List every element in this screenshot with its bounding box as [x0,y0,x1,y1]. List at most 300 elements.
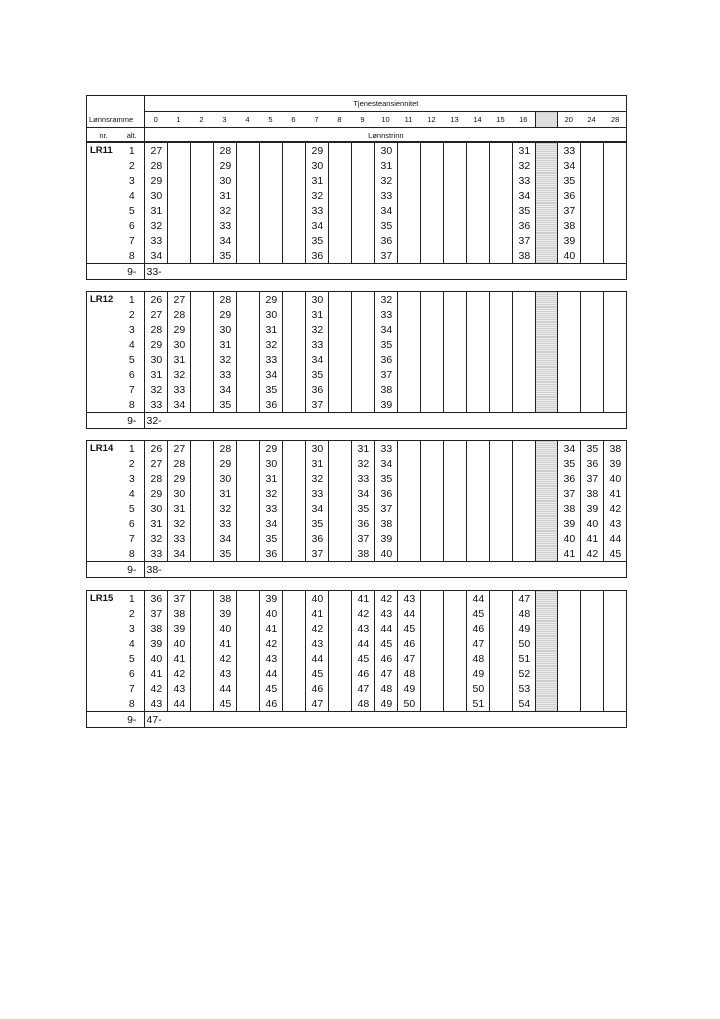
lonnstrinn-cell [397,218,420,233]
lonnstrinn-cell [282,352,305,367]
lonnstrinn-cell [167,203,190,218]
table-row [87,188,627,203]
lonnstrinn-cell [535,456,557,471]
lonnstrinn-cell: 34 [305,218,328,233]
lonnstrinn-cell [397,337,420,352]
lonnstrinn-cell [397,248,420,264]
lonnstrinn-cell [259,143,282,158]
lonnstrinn-cell [466,501,489,516]
lonnstrinn-cell [282,218,305,233]
lonnstrinn-cell [489,696,512,712]
lonnstrinn-cell: 39 [167,621,190,636]
lonnstrinn-cell: 43 [374,606,397,621]
lonnstrinn-cell: 43 [213,666,236,681]
lonnstrinn-cell [190,397,213,413]
lonnstrinn-cell: 43 [167,681,190,696]
alternative-number: 1 [120,143,144,158]
lonnstrinn-cell [489,307,512,322]
lonnstrinn-cell [557,322,580,337]
lonnstrinn-cell [535,322,557,337]
lonnstrinn-cell [190,292,213,307]
lonnstrinn-cell: 33 [259,352,282,367]
lonnstrinn-cell: 43 [397,591,420,606]
lonnstrinn-cell [466,143,489,158]
lonnstrinn-cell [282,158,305,173]
lonnstrinn-cell [420,591,443,606]
lonnstrinn-cell: 48 [397,666,420,681]
column-header-4: 4 [245,115,250,124]
alternative-number: 2 [120,606,144,621]
lonnstrinn-cell [443,158,466,173]
lonnstrinn-cell [236,456,259,471]
lonnstrinn-cell [190,531,213,546]
lonnstrinn-cell [535,636,557,651]
lonnstrinn-cell [282,322,305,337]
lonnstrinn-cell [190,337,213,352]
lonnstrinn-cell [603,666,627,681]
table-row [87,173,627,188]
lonnstrinn-cell: 33 [259,501,282,516]
lonnstrinn-cell [236,636,259,651]
lonnstrinn-cell: 50 [397,696,420,712]
lonnstrinn-cell [489,367,512,382]
lonnstrinn-cell [557,591,580,606]
lonnstrinn-cell [236,188,259,203]
lonnstrinn-cell: 31 [305,456,328,471]
lonnstrinn-cell [580,322,603,337]
lonnstrinn-cell [443,636,466,651]
lonnstrinn-cell: 40 [167,636,190,651]
lonnstrinn-cell: 33 [167,382,190,397]
lonnstrinn-cell [190,441,213,456]
lonnstrinn-cell [535,546,557,562]
alternative-number: 9- [120,264,144,280]
column-header-0: 0 [153,115,158,124]
lonnstrinn-cell [535,173,557,188]
lonnstrinn-cell [443,531,466,546]
group-table [87,591,627,727]
lonnstrinn-cell [420,322,443,337]
lonnstrinn-cell: 41 [557,546,580,562]
alternative-number: 8 [120,546,144,562]
lonnsramme-label: Lønnsramme [87,112,144,128]
lonnstrinn-cell [512,456,535,471]
lonnstrinn-cell [420,143,443,158]
lonnstrinn-cell: 34 [150,249,163,262]
lonnstrinn-cell: 38 [374,382,397,397]
column-header-shaded [535,112,557,128]
lonnstrinn-cell: 46 [397,636,420,651]
lonnstrinn-cell [190,188,213,203]
lonnstrinn-cell [535,352,557,367]
lonnstrinn-cell [489,292,512,307]
lonnstrinn-cell [282,501,305,516]
lonnstrinn-cell [420,681,443,696]
lonnstrinn-cell: 30 [305,158,328,173]
lonnstrinn-cell [489,158,512,173]
lonnstrinn-cell [190,382,213,397]
lonnstrinn-cell [443,666,466,681]
lonnstrinn-cell: 31 [259,471,282,486]
lonnstrinn-cell: 36 [305,531,328,546]
lonnstrinn-cell [443,218,466,233]
lonnstrinn-cell: 39 [150,637,163,650]
lonnstrinn-cell [282,546,305,562]
lonnstrinn-cell: 38 [603,441,627,456]
lonnstrinn-cell: 48 [374,681,397,696]
lonnstrinn-cell [259,173,282,188]
lonnstrinn-cell [512,337,535,352]
lonnstrinn-cell: 35 [305,516,328,531]
lonnstrinn-cell [236,337,259,352]
lonnstrinn-cell [397,307,420,322]
lonnstrinn-cell: 29 [213,158,236,173]
lonnstrinn-cell: 35 [213,248,236,264]
lonnstrinn-cell [190,681,213,696]
lonnstrinn-cell [443,248,466,264]
lonnstrinn-cell [397,292,420,307]
lonnstrinn-cell: 29 [150,174,163,187]
lonnstrinn-cell: 36 [557,188,580,203]
lonnstrinn-cell [420,248,443,264]
lonnstrinn-cell: 31 [167,501,190,516]
lonnstrinn-cell [443,546,466,562]
lonnstrinn-cell [190,621,213,636]
lonnstrinn-cell: 43 [259,651,282,666]
salary-group-lr14 [86,440,627,578]
lonnstrinn-cell [420,546,443,562]
lonnstrinn-cell: 48 [351,696,374,712]
lonnstrinn-cell [282,591,305,606]
lonnstrinn-cell [190,203,213,218]
lonnstrinn-cell: 46 [466,621,489,636]
lonnstrinn-cell [466,203,489,218]
lonnstrinn-cell [535,681,557,696]
lonnstrinn-cell [328,696,351,712]
lonnstrinn-cell: 40 [213,621,236,636]
lonnstrinn-cell [443,352,466,367]
lonnstrinn-cell: 41 [213,636,236,651]
lonnstrinn-cell [351,218,374,233]
lonnstrinn-cell: 31 [213,188,236,203]
lonnstrinn-cell [236,248,259,264]
lonnstrinn-cell: 41 [580,531,603,546]
lonnstrinn-cell: 30 [213,471,236,486]
lonnstrinn-cell: 46 [305,681,328,696]
lonnstrinn-cell [236,367,259,382]
table-row [87,591,627,606]
lonnstrinn-cell [443,307,466,322]
lonnstrinn-cell [489,441,512,456]
lonnstrinn-cell: 32 [374,173,397,188]
lonnstrinn-cell [351,292,374,307]
lonnstrinn-cell [328,471,351,486]
lonnstrinn-cell [443,591,466,606]
lonnstrinn-cell [443,516,466,531]
lonnstrinn-cell [236,218,259,233]
lonnstrinn-cell: 33 [374,441,397,456]
lonnstrinn-cell [512,322,535,337]
lonnstrinn-cell: 38 [351,546,374,562]
lonnstrinn-cell [489,233,512,248]
lonnstrinn-cell [535,367,557,382]
lonnstrinn-cell [420,337,443,352]
lonnstrinn-cell [603,203,627,218]
lonnstrinn-cell [420,696,443,712]
lonnstrinn-cell: 31 [150,368,163,381]
lonnstrinn-cell: 35 [557,173,580,188]
lonnstrinn-cell: 28 [213,441,236,456]
lonnstrinn-cell: 43 [305,636,328,651]
lonnstrinn-cell: 49 [397,681,420,696]
lonnstrinn-cell [489,621,512,636]
lonnstrinn-cell [282,471,305,486]
lonnstrinn-cell: 28 [213,143,236,158]
table-row [87,218,627,233]
lonnstrinn-cell: 36 [259,397,282,413]
alternative-number: 6 [120,666,144,681]
lonnstrinn-cell [328,591,351,606]
lonnstrinn-cell: 35 [512,203,535,218]
lonnstrinn-cell [420,233,443,248]
lonnstrinn-cell: 40 [603,471,627,486]
lonnstrinn-cell [603,636,627,651]
lonnstrinn-cell [167,233,190,248]
lonnstrinn-cell [190,501,213,516]
lonnstrinn-cell: 47 [351,681,374,696]
lonnstrinn-cell: 34 [374,203,397,218]
lonnstrinn-cell [489,322,512,337]
column-header-15: 15 [496,115,505,124]
lonnstrinn-cell [557,621,580,636]
lonnstrinn-cell: 32 [150,383,163,396]
lonnstrinn-cell [190,307,213,322]
lonnstrinn-cell [420,158,443,173]
lonnstrinn-cell: 30 [213,322,236,337]
lonnstrinn-cell: 44 [259,666,282,681]
lonnstrinn-cell [557,696,580,712]
lonnstrinn-cell: 30 [150,189,163,202]
lonnstrinn-cell [190,636,213,651]
lonnstrinn-cell [328,486,351,501]
lonnstrinn-cell: 42 [351,606,374,621]
lonnstrinn-cell [443,292,466,307]
lonnstrinn-cell: 34 [213,531,236,546]
lonnstrinn-cell: 36 [374,486,397,501]
table-row-last [87,413,627,429]
lonnstrinn-cell [236,516,259,531]
alternative-number: 9- [120,413,144,429]
lonnstrinn-cell [535,441,557,456]
lonnstrinn-cell: 37 [351,531,374,546]
lonnstrinn-cell [351,188,374,203]
lonnstrinn-cell: 50 [512,636,535,651]
lonnstrinn-cell: 35 [305,367,328,382]
lonnstrinn-cell [351,203,374,218]
lonnstrinn-cell: 39 [603,456,627,471]
lonnstrinn-cell: 41 [150,667,163,680]
salary-group-lr15 [86,590,627,728]
lonnstrinn-cell [603,337,627,352]
lonnstrinn-cell: 40 [305,591,328,606]
lonnstrinn-cell [190,591,213,606]
lonnstrinn-cell [535,307,557,322]
lonnstrinn-cell: 33 [305,337,328,352]
column-header-11: 11 [404,115,413,124]
lonnstrinn-cell [351,233,374,248]
lonnstrinn-cell: 27 [167,441,190,456]
lonnstrinn-cell [282,456,305,471]
lonnstrinn-cell: 33 [213,367,236,382]
lonnstrinn-cell [328,666,351,681]
lonnstrinn-cell [351,382,374,397]
lonnstrinn-cell [259,188,282,203]
lonnstrinn-cell: 47 [397,651,420,666]
lonnstrinn-cell [236,591,259,606]
lonnstrinn-cell [420,666,443,681]
lonnstrinn-cell: 36 [374,233,397,248]
lonnstrinn-cell [282,621,305,636]
lonnstrinn-cell: 44 [397,606,420,621]
lonnstrinn-cell: 36 [512,218,535,233]
lonnstrinn-cell [420,292,443,307]
lonnstrinn-cell: 33 [557,143,580,158]
lonnstrinn-cell [535,143,557,158]
lonnstrinn-cell [420,188,443,203]
lonnstrinn-cell [328,501,351,516]
lonnstrinn-cell [466,233,489,248]
lonnstrinn-cell [535,218,557,233]
lonnstrinn-cell: 37 [557,486,580,501]
lonnstrinn-cell [190,248,213,264]
lonnstrinn-cell: 37 [374,367,397,382]
lonnstrinn-cell [603,292,627,307]
lonnstrinn-cell [328,233,351,248]
lonnstrinn-cell: 49 [512,621,535,636]
table-row-last [87,264,627,280]
lonnstrinn-cell: 35 [213,546,236,562]
alternative-number: 8 [120,248,144,264]
alternative-number: 5 [120,651,144,666]
lonnstrinn-cell [420,203,443,218]
lonnstrinn-cell: 40 [150,652,163,665]
lonnstrinn-cell: 31 [167,352,190,367]
lonnstrinn-cell [190,322,213,337]
lonnstrinn-cell [190,486,213,501]
lonnstrinn-cell [190,218,213,233]
table-row [87,248,627,264]
lonnstrinn-cell [351,158,374,173]
lonnstrinn-cell: 30 [305,441,328,456]
column-header-9: 9 [360,115,365,124]
lonnstrinn-cell [512,382,535,397]
lonnstrinn-cell: 41 [259,621,282,636]
lonnstrinn-cell [190,456,213,471]
lonnstrinn-cell: 54 [512,696,535,712]
lonnstrinn-cell: 36 [557,471,580,486]
lonnstrinn-cell [328,158,351,173]
table-row [87,307,627,322]
lonnstrinn-cell [420,173,443,188]
lonnstrinn-cell [603,307,627,322]
lonnstrinn-cell [420,471,443,486]
lonnstrinn-cell: 34 [374,322,397,337]
lonnstrinn-cell [328,397,351,413]
lonnstrinn-cell: 51 [466,696,489,712]
column-header-12: 12 [427,115,436,124]
lonnstrinn-cell [535,666,557,681]
alternative-number: 4 [120,188,144,203]
lonnstrinn-cell [420,382,443,397]
lonnstrinn-cell [282,606,305,621]
lonnstrinn-cell [580,173,603,188]
lonnstrinn-cell [466,516,489,531]
lonnstrinn-cell: 26 [150,442,163,455]
lonnstrinn-cell [351,397,374,413]
lonnstrinn-cell [489,546,512,562]
lonnstrinn-cell [535,337,557,352]
lonnstrinn-cell [328,203,351,218]
lonnstrinn-cell [535,188,557,203]
lonnstrinn-cell: 37 [557,203,580,218]
lonnstrinn-cell [489,501,512,516]
lonnstrinn-cell [282,397,305,413]
lonnstrinn-cell: 45 [397,621,420,636]
lonnstrinn-cell [603,248,627,264]
lonnstrinn-cell [580,666,603,681]
alternative-number: 5 [120,501,144,516]
lonnstrinn-cell [557,651,580,666]
lonnstrinn-cell [512,486,535,501]
lonnstrinn-cell [328,322,351,337]
lonnstrinn-cell [282,143,305,158]
lonnstrinn-cell: 39 [580,501,603,516]
lonnstrinn-cell: 45 [213,696,236,712]
lonnstrinn-cell [603,606,627,621]
lonnstrinn-cell [259,158,282,173]
lonnstrinn-cell [443,143,466,158]
lonnstrinn-cell [328,248,351,264]
lonnstrinn-cell [420,456,443,471]
lonnstrinn-cell [351,248,374,264]
lonnstrinn-cell [236,158,259,173]
lonnstrinn-cell [443,486,466,501]
lonnstrinn-cell [282,173,305,188]
lonnstrinn-cell [420,606,443,621]
lonnstrinn-cell: 45 [351,651,374,666]
alternative-number: 2 [120,158,144,173]
lonnstrinn-cell [489,173,512,188]
lonnstrinn-cell: 37 [305,546,328,562]
lonnstrinn-cell [397,516,420,531]
lonnstrinn-cell [557,337,580,352]
lonnstrinn-cell: 36 [351,516,374,531]
lonnstrinn-cell [603,218,627,233]
lonnstrinn-cell: 35 [374,218,397,233]
lonnstrinn-cell [512,352,535,367]
lonnstrinn-cell: 46 [259,696,282,712]
lonnstrinn-cell [420,636,443,651]
lonnstrinn-cell [397,143,420,158]
lonnstrinn-cell [443,188,466,203]
lonnstrinn-cell [420,441,443,456]
lonnstrinn-cell [282,651,305,666]
lonnstrinn-cell [512,546,535,562]
lonnstrinn-cell: 38 [167,606,190,621]
lonnstrinn-cell [259,203,282,218]
lonnstrinn-cell: 42 [580,546,603,562]
lonnstrinn-cell: 31 [150,204,163,217]
